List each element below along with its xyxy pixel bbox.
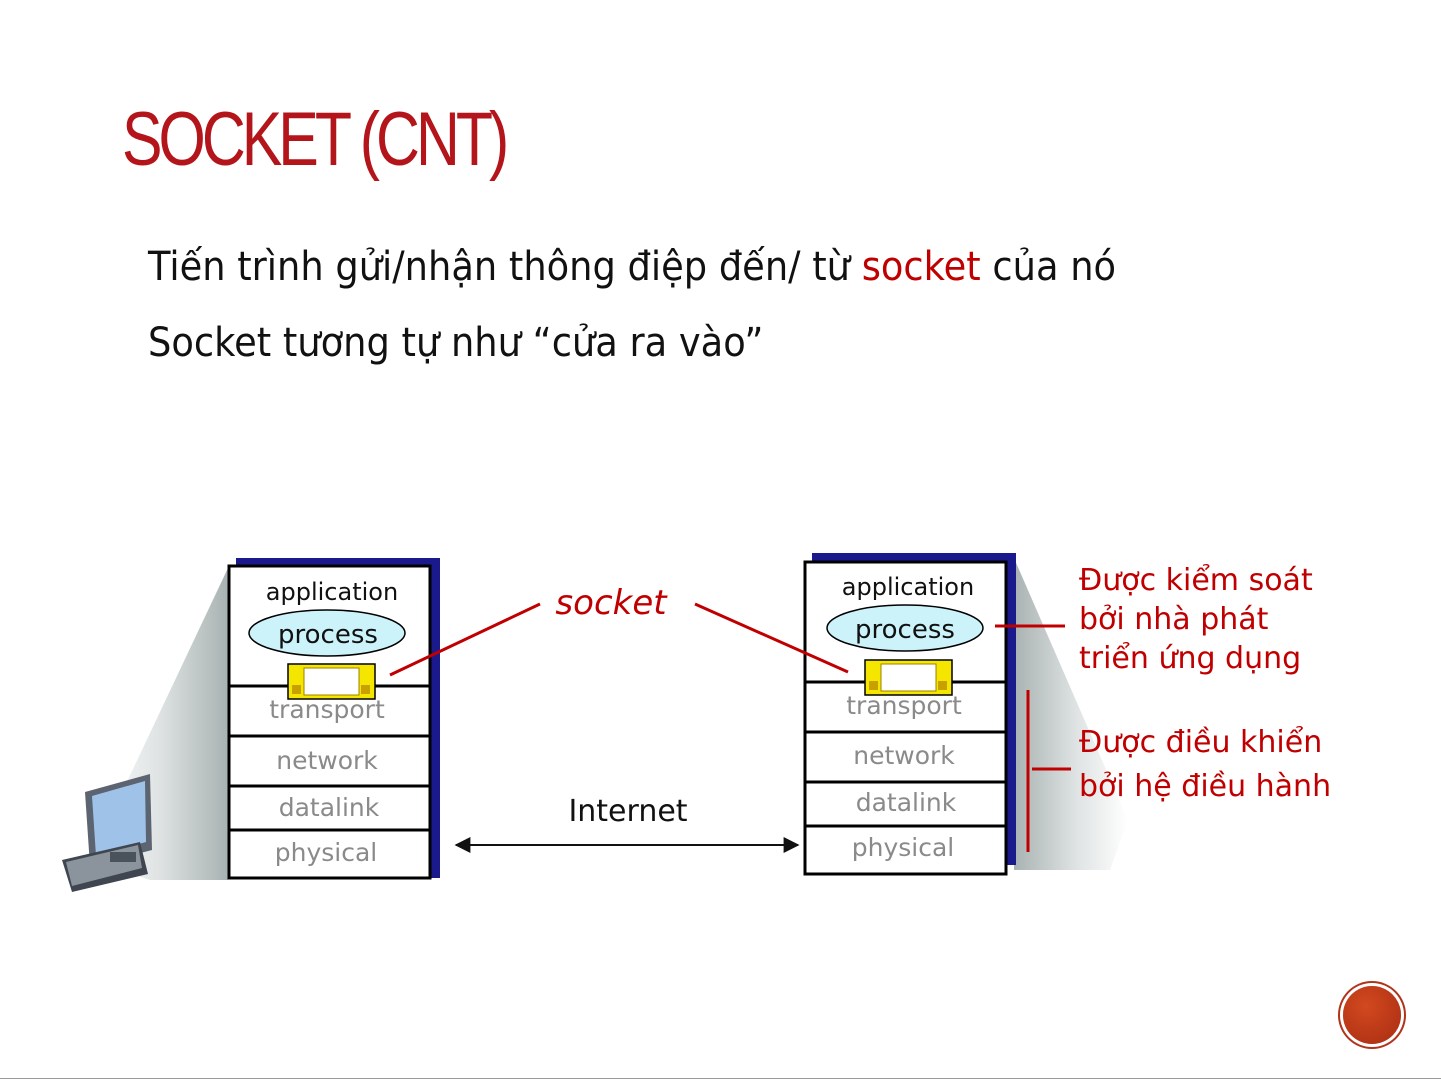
bottom-divider [0,1078,1441,1079]
right-layer-transport: transport [846,691,962,720]
left-layer-datalink: datalink [278,793,380,822]
protocol-stack-right [805,553,1016,874]
right-layer-datalink: datalink [855,788,957,817]
left-socket-icon [288,664,375,699]
internet-label: Internet [568,794,688,829]
left-layer-network: network [276,746,378,775]
left-process-label: process [278,620,378,650]
developer-note-line-2: bởi nhà phát [1079,602,1269,637]
right-layer-physical: physical [851,833,955,862]
slide-title: SOCKET (CNT) [122,97,506,182]
left-layer-physical: physical [274,838,378,867]
bullet-2-text: Socket tương tự như “cửa ra vào” [148,320,764,366]
developer-note-line-1: Được kiểm soát [1079,563,1313,598]
slide-corner-badge [1343,986,1401,1044]
left-application-label: application [265,578,399,606]
protocol-stack-left [229,558,440,878]
right-layer-network: network [853,741,955,770]
right-socket-icon [865,660,952,695]
developer-note-line-3: triển ứng dụng [1079,641,1302,676]
right-process-label: process [855,615,955,645]
bullet-1-text: Tiến trình gửi/nhận thông điệp đến/ từ [148,244,862,290]
right-application-label: application [841,573,975,601]
socket-callout-label: socket [555,583,667,623]
os-note-line-2: bởi hệ điều hành [1079,769,1332,804]
computer-icon [62,774,152,892]
left-layer-transport: transport [269,695,385,724]
os-note-line-1: Được điều khiển [1079,725,1323,760]
bullet-1-tail: của nó [980,244,1117,290]
bullet-1-highlight: socket [861,244,981,290]
